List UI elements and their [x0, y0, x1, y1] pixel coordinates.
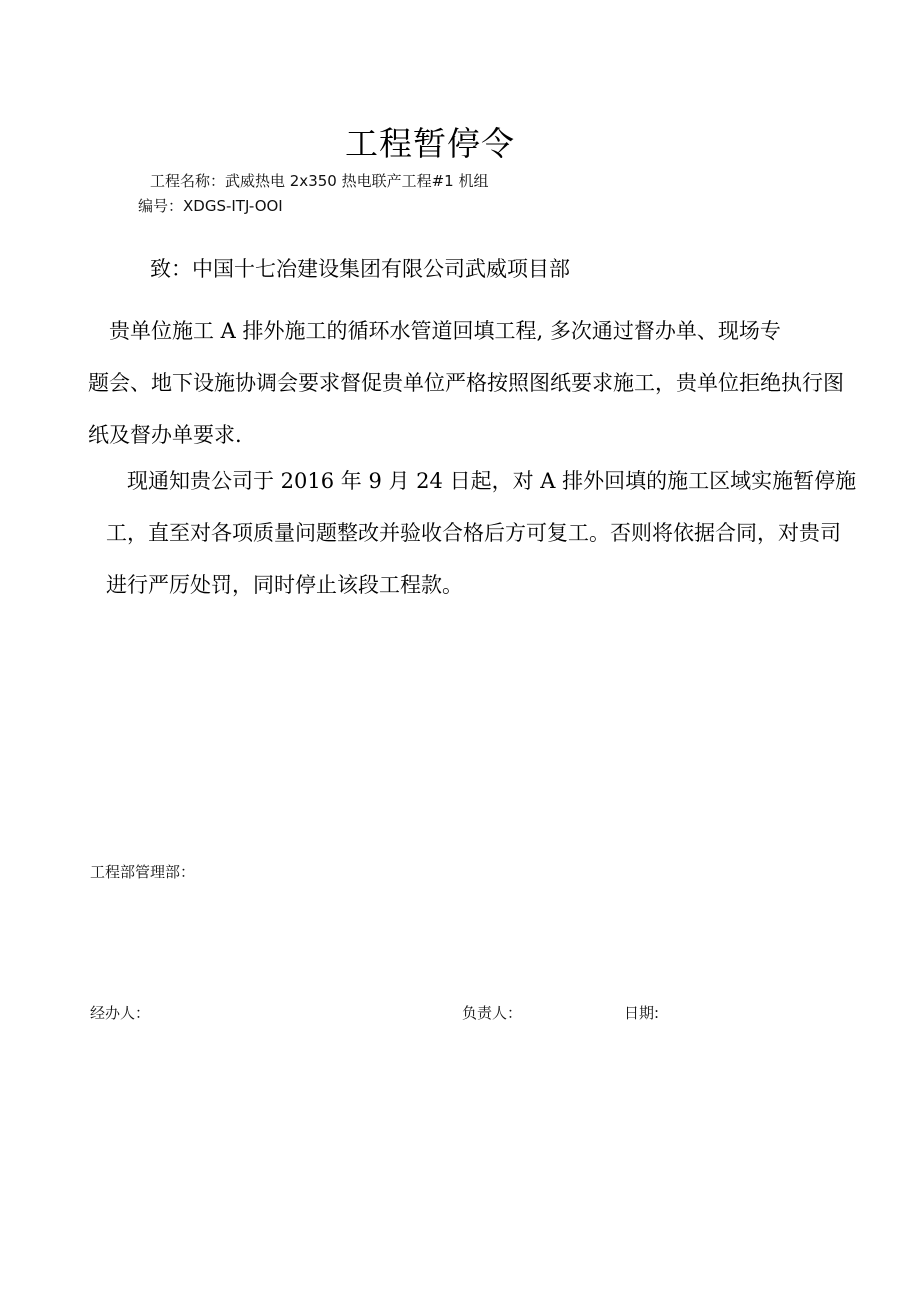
recipient-line: 致：中国十七冶建设集团有限公司武威项目部 — [150, 257, 570, 281]
document-title: 工程暂停令 — [345, 124, 515, 163]
paragraph-1-line: 贵单位施工 A 排外施工的循环水管道回填工程, 多次通过督办单、现场专 — [88, 319, 781, 343]
paragraph-2-line: 现通知贵公司于 2016 年 9 月 24 日起，对 A 排外回填的施工区域实施暂停施 — [106, 469, 857, 493]
document-code: 编号：XDGS-ITJ-OOI — [138, 197, 283, 215]
project-name: 工程名称：武威热电 2x350 热电联产工程#1 机组 — [150, 172, 489, 190]
paragraph-1 — [88, 305, 860, 461]
signature-date: 日期: — [624, 1004, 660, 1022]
signature-leader: 负责人： — [462, 1004, 523, 1022]
paragraph-2-line: 进行严厉处罚，同时停止该段工程款。 — [106, 573, 463, 597]
signature-department: 工程部管理部： — [90, 863, 196, 881]
signature-handler: 经办人： — [90, 1004, 151, 1022]
paragraph-1-line: 纸及督办单要求. — [88, 423, 242, 447]
paragraph-2 — [106, 455, 860, 611]
paragraph-1-line: 题会、地下设施协调会要求督促贵单位严格按照图纸要求施工，贵单位拒绝执行图 — [88, 371, 844, 395]
paragraph-2-line: 工，直至对各项质量问题整改并验收合格后方可复工。否则将依据合同，对贵司 — [106, 521, 841, 545]
